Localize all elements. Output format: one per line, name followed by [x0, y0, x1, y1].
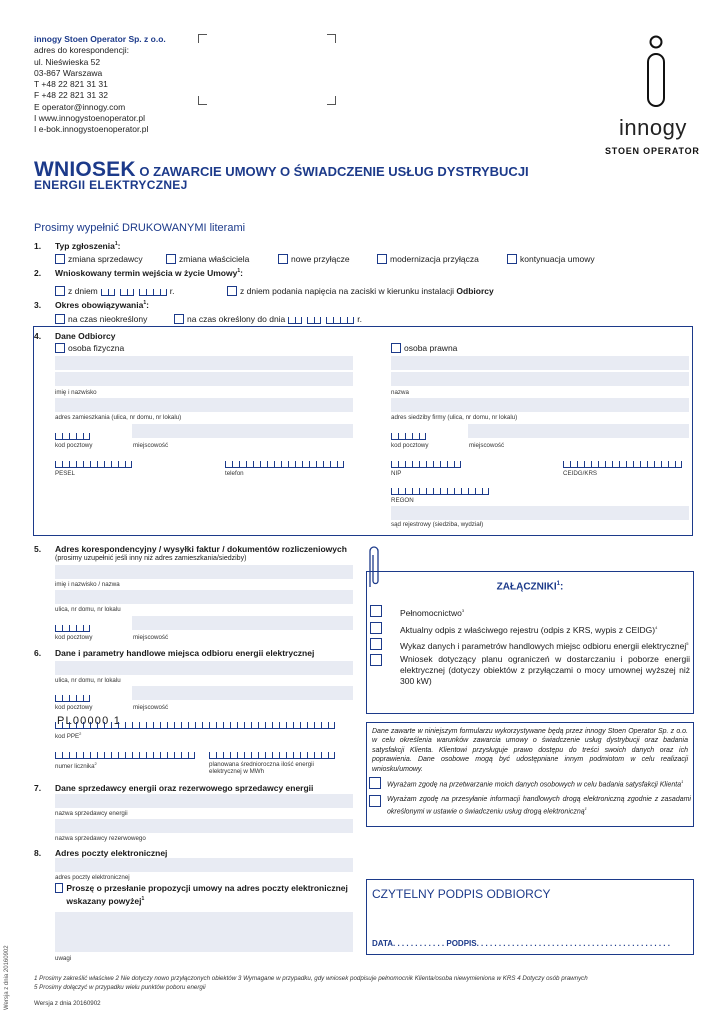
ceidg-input[interactable]: [563, 459, 682, 468]
footnote: 1 Prosimy zakreślić właściwe 2 Nie dotyczy nowo przyłączonych obiektów 3 Wymagane w przypadku, gdy wniosek podpisuje pełnomocnik Klienta/osoba niewymieniona w KRS 4 Dotyczy osób prawnych: [34, 975, 588, 982]
option-label: zmiana sprzedawcy: [68, 254, 143, 264]
header-address: [34, 34, 166, 136]
window-corner: [327, 34, 336, 43]
ppe-code-value[interactable]: PL00000 1: [57, 715, 122, 727]
postal-code-input[interactable]: [55, 693, 90, 702]
name-field[interactable]: [55, 356, 353, 370]
seller-field[interactable]: [55, 794, 353, 808]
section-6-label: Dane i parametry handlowe miejsca odbioru energii elektrycznej: [55, 648, 315, 658]
field-label: miejscowość: [133, 442, 169, 449]
option-label: modernizacja przyłącza: [390, 254, 479, 264]
checkbox[interactable]: [370, 605, 382, 617]
option-label: kontynuacja umowy: [520, 254, 595, 264]
checkbox[interactable]: [55, 314, 65, 324]
consent-label: Wyrażam zgodę na przetwarzanie moich danych osobowych w celu badania satysfakcji Klienta$^1$: [387, 779, 684, 789]
option-from-date[interactable]: [55, 286, 175, 296]
attachment-label: Pełnomocnictwo$^3$: [400, 607, 465, 618]
name-field-2[interactable]: [55, 372, 353, 386]
corr-name-field[interactable]: [55, 565, 353, 579]
checkbox[interactable]: [377, 254, 387, 264]
logo-division: STOEN OPERATOR: [605, 146, 700, 156]
nip-input[interactable]: [391, 459, 461, 468]
address-line: 03-867 Warszawa: [34, 67, 103, 78]
option-change-owner[interactable]: [166, 254, 249, 264]
attachment-label: Wniosek dotyczący planu ograniczeń w dostarczaniu i poborze energii elektrycznej (dotyczy obiektów z przyłączami o mocy umownej wyższej niż 300 kW): [400, 654, 690, 686]
field-label: kod pocztowy: [391, 442, 429, 449]
checkbox[interactable]: [370, 622, 382, 634]
date-input[interactable]: [139, 287, 167, 296]
option-label: Proszę o przesłanie propozycji umowy na adres poczty elektronicznej wskazany powyżej$^1$: [66, 883, 348, 906]
window-corner: [198, 34, 207, 43]
option-label: osoba fizyczna: [68, 343, 125, 353]
field-label: kod pocztowy: [55, 704, 93, 711]
signature-box: [366, 879, 694, 955]
footnotes: [34, 975, 588, 992]
company-name: innogy Stoen Operator Sp. z o.o.: [34, 34, 166, 44]
title-main: WNIOSEK: [34, 158, 136, 181]
date-input[interactable]: [120, 287, 134, 296]
option-indefinite[interactable]: [55, 314, 147, 324]
checkbox[interactable]: [227, 286, 237, 296]
email-line: E operator@innogy.com: [34, 101, 126, 112]
checkbox[interactable]: [55, 883, 63, 893]
innogy-logo-icon: [636, 34, 676, 111]
city-field[interactable]: [468, 424, 689, 438]
option-continuation[interactable]: [507, 254, 595, 264]
field-label: sąd rejestrowy (siedziba, wydział): [391, 521, 484, 528]
email-field[interactable]: [55, 858, 353, 872]
attachment-label: Wykaz danych i parametrów handlowych miejsc odbioru energii elektrycznej$^5$: [400, 640, 689, 651]
checkbox[interactable]: [166, 254, 176, 264]
section-5-note: (prosimy uzupełnić jeśli inny niż adres zamieszkania/siedziby): [55, 555, 247, 562]
checkbox[interactable]: [55, 254, 65, 264]
option-fixed-term[interactable]: [174, 314, 362, 324]
option-label: zmiana właściciela: [179, 254, 250, 264]
field-label: CEIDG/KRS: [563, 470, 598, 477]
option-legal-person[interactable]: [391, 343, 457, 353]
checkbox[interactable]: [369, 795, 381, 807]
regon-input[interactable]: [391, 486, 489, 495]
title-line2: ENERGII ELEKTRYCZNEJ: [34, 178, 188, 192]
option-label: z dniem: [68, 286, 98, 296]
section-7-number: 7.: [34, 783, 42, 793]
field-label: nazwa sprzedawcy rezerwowego: [55, 835, 146, 842]
email-proposal-option[interactable]: [55, 883, 353, 907]
pesel-input[interactable]: [55, 459, 132, 468]
date-input[interactable]: [307, 315, 321, 324]
attachment-restriction-plan[interactable]: [370, 654, 690, 687]
section-3-label: Okres obowiązywania$^1$:: [55, 300, 149, 310]
city-field[interactable]: [132, 424, 353, 438]
company-name-field-2[interactable]: [391, 372, 689, 386]
field-label: miejscowość: [469, 442, 505, 449]
section-8-number: 8.: [34, 848, 42, 858]
option-label: na czas nieokreślony: [68, 314, 148, 324]
option-label: osoba prawna: [404, 343, 458, 353]
consent-satisfaction[interactable]: [369, 777, 691, 790]
phone-input[interactable]: [225, 459, 344, 468]
fax-line: F +48 22 821 31 32: [34, 90, 108, 101]
checkbox[interactable]: [369, 777, 381, 789]
date-input[interactable]: [288, 315, 302, 324]
field-label: kod pocztowy: [55, 634, 93, 641]
option-change-seller[interactable]: [55, 254, 143, 264]
field-label: telefon: [225, 470, 244, 477]
consent-intro: Dane zawarte w niniejszym formularzu wykorzystywane będą przez innogy Stoen Operator Sp. z o.o. w celu określenia warunków zawarcia umowy o świadczenie usług dystrybucji oraz badania satysfakcji Klienta. Klientowi przysługuje prawo dostępu do treści swoich danych oraz ich poprawienia. Dane osobowe mogą być udostępniane innym podmiotom w celu realizacji wniosku/umowy.: [372, 728, 688, 773]
section-1-number: 1.: [34, 241, 42, 251]
company-address-field[interactable]: [391, 398, 689, 412]
signature-line[interactable]: DATA. . . . . . . . . . . . PODPIS. . . . . . . . . . . . . . . . . . . . . . . . . . . . . . . . . . . . . . . . . . . .: [372, 939, 670, 948]
title-rest: O ZAWARCIE UMOWY O ŚWIADCZENIE USŁUG DYSTRYBUCJI: [135, 164, 529, 179]
option-label: na czas określony do dnia: [187, 314, 286, 324]
ppe-street-field[interactable]: [55, 661, 353, 675]
ppe-city-field[interactable]: [132, 686, 353, 700]
suffix: r.: [357, 314, 363, 324]
option-new-connection[interactable]: [278, 254, 350, 264]
option-label: nowe przyłącze: [291, 254, 350, 264]
instructions: Prosimy wypełnić DRUKOWANYMI literami: [34, 222, 246, 234]
suffix: r.: [169, 286, 175, 296]
consent-marketing[interactable]: [369, 795, 691, 817]
attachments-title: ZAŁĄCZNIKI$^1$:: [496, 581, 564, 593]
field-label: ulica, nr domu, nr lokalu: [55, 606, 121, 613]
field-label: ulica, nr domu, nr lokalu: [55, 677, 121, 684]
court-field[interactable]: [391, 506, 689, 520]
logo-wordmark: innogy: [619, 115, 687, 140]
ebok-line: I e-bok.innogystoenoperator.pl: [34, 124, 149, 135]
field-label: imię i nazwisko: [55, 389, 97, 396]
field-label: adres poczty elektronicznej: [55, 874, 130, 881]
section-5-label: Adres korespondencyjny / wysyłki faktur / dokumentów rozliczeniowych: [55, 544, 347, 554]
field-label: adres siedziby firmy (ulica, nr domu, nr lokalu): [391, 414, 518, 421]
consent-label: Wyrażam zgodę na przesyłanie informacji handlowych drogą elektroniczną zgodnie z zasadami określonymi w ustawie o świadczeniu usług drogą elektroniczną$^1$: [387, 796, 691, 816]
field-label: miejscowość: [133, 704, 169, 711]
field-label: NIP: [391, 470, 402, 477]
date-input[interactable]: [326, 315, 354, 324]
section-5-number: 5.: [34, 544, 42, 554]
signature-title: CZYTELNY PODPIS ODBIORCY: [372, 887, 551, 901]
remarks-field[interactable]: [55, 912, 353, 952]
section-7-label: Dane sprzedawcy energii oraz rezerwowego sprzedawcy energii: [55, 783, 314, 793]
version-vertical: Wersja z dnia 20160902: [4, 945, 10, 1010]
option-natural-person[interactable]: [55, 343, 124, 353]
section-2-label: Wnioskowany termin wejścia w życie Umowy$^1$:: [55, 268, 243, 278]
postal-code-input[interactable]: [55, 623, 90, 632]
option-label: z dniem podania napięcia na zaciski w kierunku instalacji Odbiorcy: [240, 286, 494, 296]
ppe-code-input[interactable]: [55, 720, 335, 729]
company-name-field[interactable]: [391, 356, 689, 370]
section-6-number: 6.: [34, 648, 42, 658]
section-1-label: Typ zgłoszenia$^1$:: [55, 241, 121, 251]
website-line: I www.innogystoenoperator.pl: [34, 113, 146, 124]
address-line: adres do korespondencji:: [34, 45, 129, 56]
field-label: kod PPE$^2$: [55, 731, 82, 741]
postal-code-input[interactable]: [391, 431, 426, 440]
attachment-register-extract[interactable]: [370, 622, 690, 636]
version: Wersja z dnia 20160902: [34, 1000, 101, 1007]
meter-input[interactable]: [55, 750, 195, 759]
reserve-seller-field[interactable]: [55, 819, 353, 833]
section-4-label: Dane Odbiorcy: [55, 331, 116, 341]
checkbox[interactable]: [55, 286, 65, 296]
section-3-number: 3.: [34, 300, 42, 310]
field-label: numer licznika$^2$: [55, 761, 97, 771]
corr-street-field[interactable]: [55, 590, 353, 604]
field-label: uwagi: [55, 955, 72, 962]
address-line: ul. Nieświeska 52: [34, 56, 101, 67]
footnote: 5 Prosimy dołączyć w przypadku wielu punktów poboru energii: [34, 983, 206, 991]
checkbox[interactable]: [507, 254, 517, 264]
section-2-number: 2.: [34, 268, 42, 278]
field-label: planowana średnioroczna ilość energii elektrycznej w MWh: [209, 761, 314, 775]
planned-energy-input[interactable]: [209, 750, 335, 759]
window-corner: [327, 96, 336, 105]
date-input[interactable]: [101, 287, 115, 296]
field-label: imię i nazwisko / nazwa: [55, 581, 120, 588]
checkbox[interactable]: [370, 638, 382, 650]
field-label: REGON: [391, 497, 414, 504]
attachment-label: Aktualny odpis z właściwego rejestru (odpis z KRS, wypis z CEIDG)$^4$: [400, 624, 658, 635]
checkbox[interactable]: [278, 254, 288, 264]
attachment-power-of-attorney[interactable]: [370, 605, 690, 619]
option-from-voltage[interactable]: [227, 286, 494, 296]
field-label: miejscowość: [133, 634, 169, 641]
phone-line: T +48 22 821 31 31: [34, 79, 108, 90]
checkbox[interactable]: [370, 654, 382, 666]
field-label: adres zamieszkania (ulica, nr domu, nr lokalu): [55, 414, 182, 421]
section-4-number: 4.: [34, 331, 42, 341]
window-corner: [198, 96, 207, 105]
checkbox[interactable]: [55, 343, 65, 353]
checkbox[interactable]: [174, 314, 184, 324]
section-8-label: Adres poczty elektronicznej: [55, 848, 168, 858]
field-label: nazwa sprzedawcy energii: [55, 810, 128, 817]
field-label: nazwa: [391, 389, 409, 396]
checkbox[interactable]: [391, 343, 401, 353]
attachment-parameter-list[interactable]: [370, 638, 690, 652]
field-label: kod pocztowy: [55, 442, 93, 449]
field-label: PESEL: [55, 470, 75, 477]
address-field[interactable]: [55, 398, 353, 412]
corr-city-field[interactable]: [132, 616, 353, 630]
option-modernization[interactable]: [377, 254, 479, 264]
postal-code-input[interactable]: [55, 431, 90, 440]
